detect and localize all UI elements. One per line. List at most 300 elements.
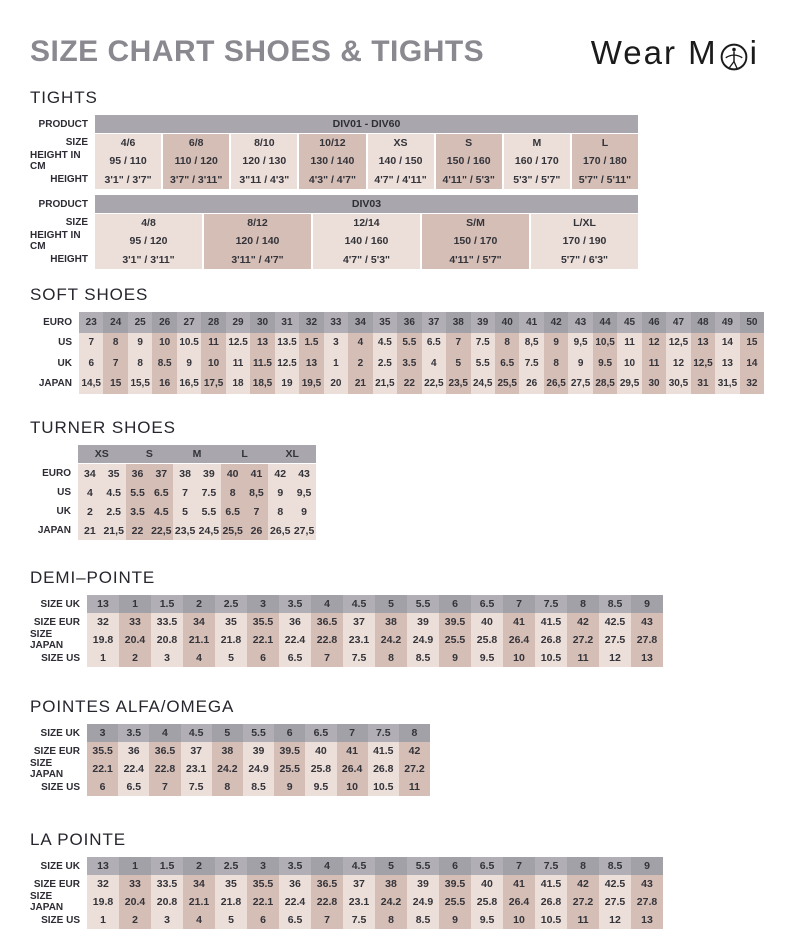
size-cell: 6.5 [221, 502, 245, 521]
size-cell: 6.5 [279, 911, 311, 929]
size-cell: 35.5 [87, 742, 118, 760]
size-cell: 22,5 [422, 374, 446, 395]
size-group-header: S [126, 445, 174, 464]
row-cells [87, 778, 430, 796]
column-header-cell: 3.5 [279, 857, 311, 875]
size-cell: 36 [279, 613, 311, 631]
size-cell: 150 / 170 [420, 232, 529, 251]
size-cell: 36 [279, 875, 311, 893]
size-cell: 15 [740, 333, 764, 354]
size-cell: 38 [375, 613, 407, 631]
size-cell: 24.9 [243, 760, 274, 778]
size-cell: 130 / 140 [297, 152, 365, 171]
size-cell: 8.5 [407, 649, 439, 667]
size-cell: 4'3" / 4'7" [297, 171, 365, 190]
column-header-cell: 34 [348, 312, 372, 333]
column-header-cell: 7.5 [535, 595, 567, 613]
size-cell: 11 [642, 353, 666, 374]
size-cell: 9 [177, 353, 201, 374]
size-cell: 4 [348, 333, 372, 354]
size-cell: 27.8 [631, 631, 663, 649]
column-header-cell: 5.5 [243, 724, 274, 742]
row-cells [87, 760, 430, 778]
size-cell: 26,5 [544, 374, 568, 395]
size-cell: 4.5 [373, 333, 397, 354]
size-cell: 9,5 [292, 483, 316, 502]
size-cell: 12/14 [311, 214, 420, 233]
row-label: EURO [43, 316, 72, 328]
size-cell: 25.8 [305, 760, 336, 778]
size-cell: 3.5 [397, 353, 421, 374]
size-cell: 9.5 [471, 649, 503, 667]
size-cell: 36 [126, 464, 150, 483]
product-row [30, 195, 765, 214]
table-row [30, 214, 765, 233]
column-header-cell: 6.5 [471, 595, 503, 613]
table-row [30, 521, 765, 540]
size-cell: 4'7" / 4'11" [366, 171, 434, 190]
column-header-cell: 32 [299, 312, 323, 333]
size-cell: 35 [215, 613, 247, 631]
size-cell: 23,5 [446, 374, 470, 395]
size-cell: 21.1 [183, 631, 215, 649]
size-cell: 27,5 [568, 374, 592, 395]
size-cell: 4'11" / 5'3" [434, 171, 502, 190]
size-cell: 5'3" / 5'7" [502, 171, 570, 190]
table-row [30, 483, 765, 502]
table-row [30, 502, 765, 521]
size-cell: 11.5 [250, 353, 274, 374]
column-header-cell: 2.5 [215, 857, 247, 875]
table-row [30, 595, 765, 613]
size-cell: 42.5 [599, 875, 631, 893]
column-header-cell: 8 [567, 595, 599, 613]
column-header-cell: 50 [740, 312, 764, 333]
section-soft-shoes [30, 285, 765, 394]
size-cell: 4'7" / 5'3" [311, 251, 420, 270]
section-la-pointe [30, 830, 765, 929]
size-cell: 10 [201, 353, 225, 374]
size-cell: 4/8 [95, 214, 202, 233]
size-cell: 8 [268, 502, 292, 521]
row-cells [78, 502, 316, 521]
size-cell: 5.5 [397, 333, 421, 354]
size-cell: 43 [292, 464, 316, 483]
size-cell: 27.2 [399, 760, 430, 778]
row-cells [87, 875, 663, 893]
size-cell: 25,5 [221, 521, 245, 540]
size-cell: 9 [128, 333, 152, 354]
column-header-cell: 38 [446, 312, 470, 333]
table-row [30, 742, 765, 760]
row-cells [87, 911, 663, 929]
row-cells [79, 333, 764, 354]
size-cell: 16 [152, 374, 176, 395]
size-cell: 22.8 [311, 893, 343, 911]
size-cell: 7 [245, 502, 269, 521]
size-cell: 6.5 [422, 333, 446, 354]
size-cell: 29,5 [617, 374, 641, 395]
column-header-cell: 6 [439, 595, 471, 613]
size-cell: 39.5 [439, 875, 471, 893]
size-cell: 19.8 [87, 631, 119, 649]
size-cell: 38 [212, 742, 243, 760]
row-label: PRODUCT [38, 118, 88, 130]
size-cell: 12,5 [666, 333, 690, 354]
column-header-cell: 36 [397, 312, 421, 333]
size-cell: 26 [519, 374, 543, 395]
column-header-cell: 4.5 [343, 857, 375, 875]
row-cells [78, 521, 316, 540]
table-row [30, 724, 765, 742]
size-cell: 42.5 [599, 613, 631, 631]
column-header-cell: 1.5 [151, 595, 183, 613]
size-cell: 10 [337, 778, 368, 796]
size-cell: 34 [183, 875, 215, 893]
table-row [30, 353, 765, 374]
column-header-cell: 26 [152, 312, 176, 333]
row-cells [78, 445, 316, 464]
size-cell: 21.1 [183, 893, 215, 911]
product-range: DIV01 - DIV60 [95, 115, 638, 134]
column-header-cell: 4 [311, 857, 343, 875]
size-cell: 27.2 [567, 631, 599, 649]
size-cell: 31 [691, 374, 715, 395]
size-cell: 11 [201, 333, 225, 354]
size-cell: 170 / 180 [570, 152, 638, 171]
row-label: SIZE UK [40, 727, 80, 739]
table-row [30, 631, 765, 649]
tights-table [30, 195, 765, 269]
size-cell: 32 [740, 374, 764, 395]
size-cell: 10,5 [593, 333, 617, 354]
row-cells [87, 595, 663, 613]
column-header-cell: 7 [337, 724, 368, 742]
tights-heading: TIGHTS [30, 88, 98, 107]
turner-shoes-heading: TURNER SHOES [30, 418, 176, 437]
column-header-cell: 3.5 [279, 595, 311, 613]
size-cell: 41.5 [535, 613, 567, 631]
demi-pointe-heading: DEMI–POINTE [30, 568, 156, 587]
column-header-cell: 8.5 [599, 857, 631, 875]
size-cell: 7.5 [197, 483, 221, 502]
size-cell: 3.5 [126, 502, 150, 521]
size-cell: 8 [103, 333, 127, 354]
section-pointes-alfa-omega [30, 697, 765, 796]
size-cell: 27.5 [599, 893, 631, 911]
column-header-cell: 9 [631, 857, 663, 875]
row-label: SIZE JAPAN [30, 629, 64, 651]
column-header-cell: 47 [666, 312, 690, 333]
size-cell: 9.5 [593, 353, 617, 374]
size-cell: 38 [375, 875, 407, 893]
ballet-dancer-in-circle-icon [718, 34, 750, 72]
size-cell: 120 / 130 [229, 152, 297, 171]
size-cell: 24.9 [407, 631, 439, 649]
tights-table [30, 115, 765, 189]
size-cell: 23.1 [343, 893, 375, 911]
row-label: SIZE EUR [33, 616, 80, 628]
size-group-header: M [173, 445, 221, 464]
table-row [30, 445, 765, 464]
row-label: PRODUCT [38, 198, 88, 210]
size-cell: 38 [173, 464, 197, 483]
table-row [30, 232, 765, 251]
size-cell: 8 [128, 353, 152, 374]
size-cell: 24,5 [197, 521, 221, 540]
size-cell: L [570, 134, 638, 153]
size-cell: 5.5 [126, 483, 150, 502]
row-label: JAPAN [38, 378, 72, 390]
size-cell: 22 [126, 521, 150, 540]
size-cell: 8,5 [245, 483, 269, 502]
column-header-cell: 2 [183, 595, 215, 613]
size-cell: 24,5 [471, 374, 495, 395]
column-header-cell: 5 [375, 595, 407, 613]
row-label: UK [57, 357, 72, 369]
size-cell: 6 [247, 911, 279, 929]
size-cell: 41 [503, 875, 535, 893]
column-header-cell: 3 [247, 595, 279, 613]
size-cell: 8/12 [202, 214, 311, 233]
size-cell: 7 [311, 911, 343, 929]
size-cell: 19.8 [87, 893, 119, 911]
column-header-cell: 13 [87, 595, 119, 613]
size-cell: 13 [631, 911, 663, 929]
size-cell: 11 [617, 333, 641, 354]
column-header-cell: 3.5 [118, 724, 149, 742]
size-cell: 26 [245, 521, 269, 540]
size-cell: 35.5 [247, 875, 279, 893]
size-cell: 10.5 [177, 333, 201, 354]
column-header-cell: 5 [212, 724, 243, 742]
size-cell: 1 [324, 353, 348, 374]
row-label: EURO [42, 468, 71, 479]
pointes-alfa-omega-heading: POINTES ALFA/OMEGA [30, 697, 235, 716]
size-cell: 3 [324, 333, 348, 354]
size-cell: 8.5 [243, 778, 274, 796]
size-cell: 4.5 [102, 483, 126, 502]
column-header-cell: 1 [119, 857, 151, 875]
soft-shoes-table [30, 312, 765, 394]
column-header-cell: 7.5 [535, 857, 567, 875]
size-cell: 3"11 / 4'3" [229, 171, 297, 190]
size-cell: 22,5 [149, 521, 173, 540]
column-header-cell: 29 [226, 312, 250, 333]
size-cell: 40 [221, 464, 245, 483]
column-header-cell: 5.5 [407, 857, 439, 875]
size-cell: 23.1 [181, 760, 212, 778]
row-label: US [57, 487, 71, 498]
size-cell: 31,5 [715, 374, 739, 395]
row-cells [87, 631, 663, 649]
size-cell: 27.2 [567, 893, 599, 911]
table-row [30, 911, 765, 929]
size-cell: 5 [215, 649, 247, 667]
size-cell: 20.4 [119, 893, 151, 911]
size-cell: 6 [79, 353, 103, 374]
section-turner-shoes [30, 418, 765, 540]
column-header-cell: 13 [87, 857, 119, 875]
row-label: HEIGHT IN CM [30, 230, 81, 253]
size-cell: 30,5 [666, 374, 690, 395]
soft-shoes-heading: SOFT SHOES [30, 285, 149, 304]
row-label: JAPAN [37, 525, 71, 536]
size-cell: 9 [439, 911, 471, 929]
size-cell: 21.8 [215, 631, 247, 649]
size-cell: 41 [245, 464, 269, 483]
column-header-cell: 4.5 [181, 724, 212, 742]
size-cell: 13 [715, 353, 739, 374]
row-cells [87, 724, 430, 742]
row-label: SIZE EUR [33, 878, 80, 890]
row-label: SIZE JAPAN [30, 758, 64, 780]
column-header-cell: 9 [631, 595, 663, 613]
size-cell: S [434, 134, 502, 153]
column-header-cell: 27 [177, 312, 201, 333]
column-header-cell: 46 [642, 312, 666, 333]
size-cell: 9 [439, 649, 471, 667]
size-cell: 23,5 [173, 521, 197, 540]
table-row [30, 857, 765, 875]
column-header-cell: 3 [247, 857, 279, 875]
size-group-header: XS [78, 445, 126, 464]
size-cell: 22.1 [247, 631, 279, 649]
column-header-cell: 5.5 [407, 595, 439, 613]
size-cell: 42 [567, 613, 599, 631]
row-cells [87, 613, 663, 631]
column-header-cell: 49 [715, 312, 739, 333]
column-header-cell: 43 [568, 312, 592, 333]
table-row [30, 893, 765, 911]
table-row [30, 312, 765, 333]
column-header-cell: 5 [375, 857, 407, 875]
size-cell: 6 [247, 649, 279, 667]
size-cell: 43 [631, 613, 663, 631]
size-cell: 5'7" / 6'3" [529, 251, 638, 270]
size-cell: 9 [544, 333, 568, 354]
size-cell: 22.1 [247, 893, 279, 911]
table-row [30, 333, 765, 354]
size-cell: 150 / 160 [434, 152, 502, 171]
size-cell: 18,5 [250, 374, 274, 395]
row-cells [87, 649, 663, 667]
size-cell: 10/12 [297, 134, 365, 153]
size-cell: 25.5 [439, 893, 471, 911]
column-header-cell: 48 [691, 312, 715, 333]
size-cell: 42 [567, 875, 599, 893]
size-cell: 11 [226, 353, 250, 374]
size-cell: 13.5 [275, 333, 299, 354]
size-cell: 37 [181, 742, 212, 760]
size-cell: 9.5 [471, 911, 503, 929]
size-cell: 12 [599, 649, 631, 667]
brand-logo [591, 34, 759, 72]
size-cell: 12 [642, 333, 666, 354]
size-cell: 33 [119, 875, 151, 893]
size-cell: 10 [503, 911, 535, 929]
row-label: US [58, 337, 72, 349]
size-cell: 4 [78, 483, 102, 502]
size-cell: 2.5 [373, 353, 397, 374]
size-cell: 2 [119, 649, 151, 667]
column-header-cell: 33 [324, 312, 348, 333]
size-cell: 42 [268, 464, 292, 483]
size-cell: 12,5 [691, 353, 715, 374]
size-cell: 25.5 [274, 760, 305, 778]
size-cell: 32 [87, 613, 119, 631]
size-cell: 23.1 [343, 631, 375, 649]
tights-tables [30, 115, 765, 269]
product-range: DIV03 [95, 195, 638, 214]
size-cell: 39 [243, 742, 274, 760]
table-row [30, 875, 765, 893]
row-cells [79, 353, 764, 374]
size-cell: 41.5 [535, 875, 567, 893]
size-cell: 16,5 [177, 374, 201, 395]
demi-pointe-table [30, 595, 765, 667]
table-row [30, 778, 765, 796]
size-cell: 13 [631, 649, 663, 667]
size-cell: 28,5 [593, 374, 617, 395]
size-cell: 39.5 [439, 613, 471, 631]
size-cell: 20.8 [151, 631, 183, 649]
size-cell: 32 [87, 875, 119, 893]
size-cell: 22.4 [279, 631, 311, 649]
size-cell: 41 [503, 613, 535, 631]
size-cell: 30 [642, 374, 666, 395]
size-cell: 24.2 [212, 760, 243, 778]
size-cell: 40 [471, 875, 503, 893]
size-cell: 12.5 [226, 333, 250, 354]
column-header-cell: 2.5 [215, 595, 247, 613]
size-cell: 10 [617, 353, 641, 374]
size-cell: 140 / 150 [366, 152, 434, 171]
size-cell: 39 [197, 464, 221, 483]
column-header-cell: 35 [373, 312, 397, 333]
column-header-cell: 28 [201, 312, 225, 333]
size-cell: 3'11" / 4'7" [202, 251, 311, 270]
size-cell: 9 [268, 483, 292, 502]
column-header-cell: 4.5 [343, 595, 375, 613]
size-cell: 22.8 [311, 631, 343, 649]
size-cell: 37 [149, 464, 173, 483]
la-pointe-table [30, 857, 765, 929]
size-cell: 2 [78, 502, 102, 521]
size-cell: 8,5 [519, 333, 543, 354]
size-cell: 140 / 160 [311, 232, 420, 251]
column-header-cell: 30 [250, 312, 274, 333]
size-cell: 4'11" / 5'7" [420, 251, 529, 270]
size-cell: 37 [343, 875, 375, 893]
column-header-cell: 3 [87, 724, 118, 742]
row-label: SIZE EUR [33, 745, 80, 757]
size-cell: 7.5 [343, 649, 375, 667]
logo-text-before: Wear M [590, 34, 718, 71]
size-cell: 5 [215, 911, 247, 929]
size-cell: 25,5 [495, 374, 519, 395]
table-row [30, 649, 765, 667]
size-cell: 22.4 [279, 893, 311, 911]
size-cell: 33.5 [151, 613, 183, 631]
size-cell: 34 [183, 613, 215, 631]
size-cell: 39 [407, 875, 439, 893]
size-cell: 20.4 [119, 631, 151, 649]
logo-text-after: i [749, 34, 759, 71]
table-row [30, 251, 765, 270]
size-cell: 18 [226, 374, 250, 395]
size-cell: 120 / 140 [202, 232, 311, 251]
